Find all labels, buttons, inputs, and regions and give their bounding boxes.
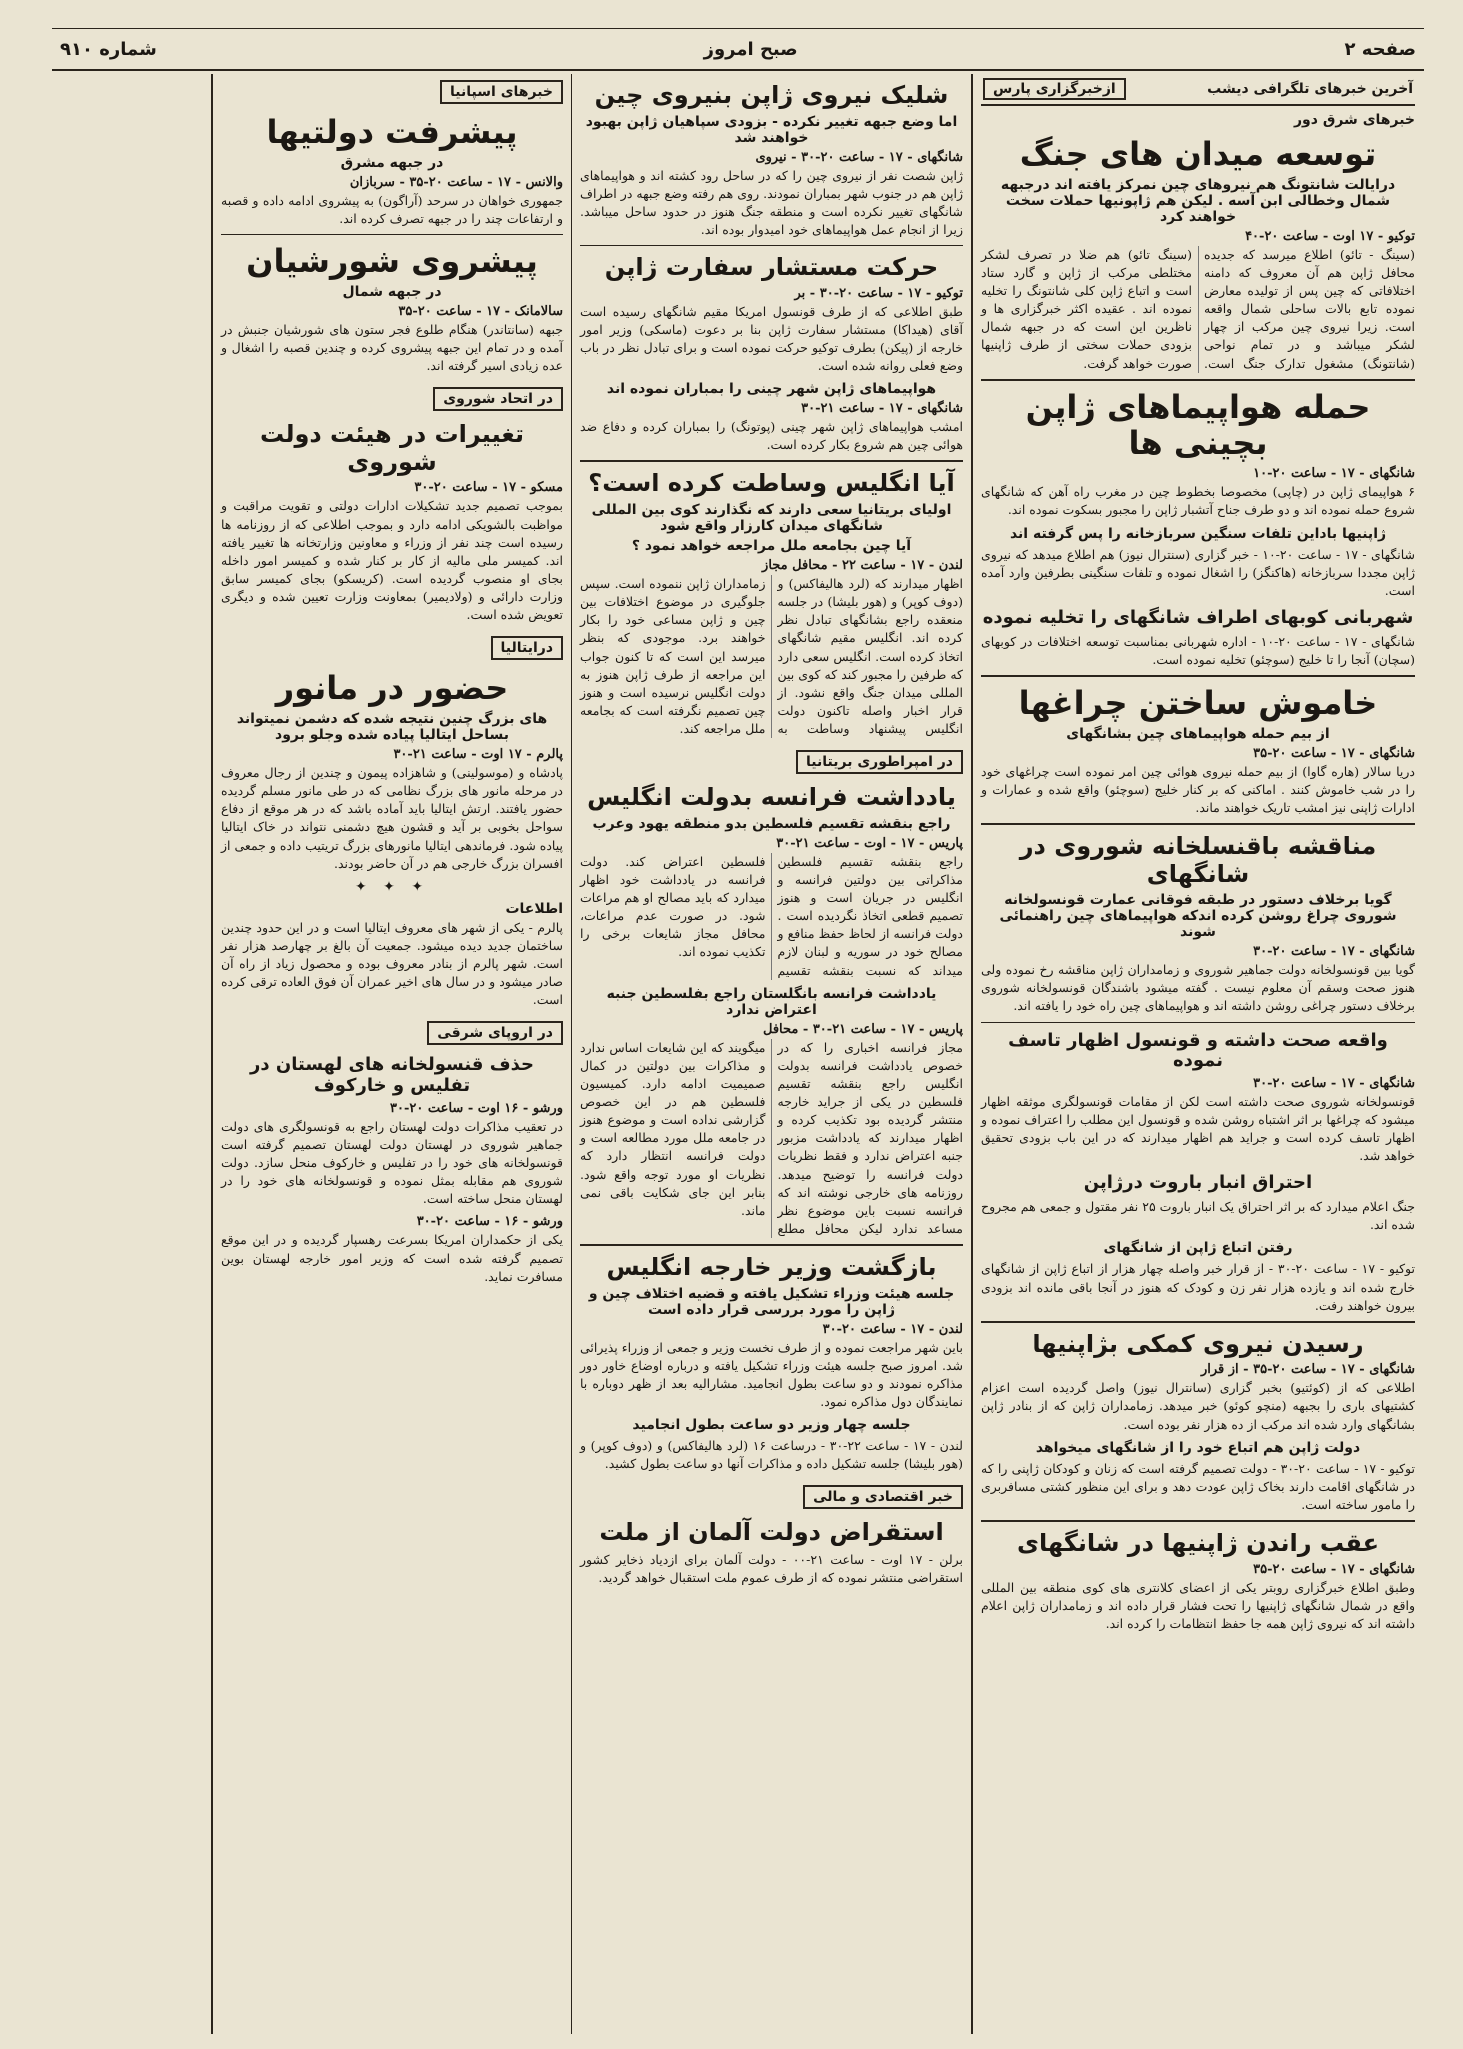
subhead-recall-nationals: دولت ژاپن هم اتباع خود را از شانگهای میخواهد bbox=[1035, 1439, 1361, 1456]
separator-ornament: ✦ ✦ ✦ bbox=[354, 878, 430, 895]
telegraph-strip bbox=[981, 74, 1415, 106]
article-body: جبهه (سانتاندر) هنگام طلوع فجر ستون های شورشیان جنبش در آمده و در تمام این جبهه پیشروی کرده و چندین قصبه را اشغال و عده زیادی اسیر گرفته اند. bbox=[221, 321, 563, 374]
article-body: توکیو - ۱۷ - ساعت ۲۰-۳۰ - دولت تصمیم گرفته است که زنان و کودکان ژاپنی را که در شانگهای اقامت دارند بخاک ژاپن عودت دهد و برای این منظور کشتی مسافربری را مامور ساخته است. bbox=[981, 1460, 1415, 1512]
dateline: شانگهای - ۱۷ - ساعت ۲۰-۳۵ bbox=[1253, 745, 1415, 761]
subhead: در جبهه مشرق bbox=[340, 154, 444, 171]
article-body: راجع بنقشه تقسیم فلسطین مذاکراتی بین دولتین فرانسه و انگلیس در جریان است و هنوز تصمیم قطعی اتخاذ نگردیده است . دولت فرانسه از لحاظ حفظ منافع و مصالح خود در سوریه و لبنان لازم میداند که نسبت بنقشه تقسیم فلسطین اعتراض کند. دولت فرانسه در یادداشت خود اظهار میدارد که باید مصالح او هم مراعات شود. در صورت عدم مراعات، محافل مجاز شایعات برخی را تکذیب نموده اند. bbox=[580, 853, 963, 978]
section-economy: خبر اقتصادی و مالی bbox=[803, 1485, 963, 1509]
article-body: (سینگ - تائو) اطلاع میرسد که جدیده محافل ژاپن هم آن معروف که دامنه اختلافاتی که چین پس از تولیده معارض نموده تابع بالات ساحلی شمال واقعه است. زیرا نیروی چین مرکب از چهار لشکر میباشد و در تمام نواحی (شانتونگ) مشغول تدارک جنگ است. (سینگ تائو) هم ضلا در تصرف لشکر مختلطی مرکب از ژاپن و گارد ستاد است و اتباع ژاپن کلی شانتونگ را تخلیه نموده اند . عقیده اکثر خبرگزاری ها و ناظرین این است که در جبهه شمال بزودی حملات سختی از طرف ژاپنیها صورت خواهد گرفت. bbox=[981, 246, 1415, 371]
dateline: توکیو - ۱۷ - ساعت ۲۰-۳۰ - بر bbox=[794, 285, 963, 301]
subhead: اولیای بریتانیا سعی دارند که نگذارند کوی بین المللی شانگهای میدان کارزار واقع شود bbox=[591, 502, 952, 535]
subhead: اما وضع جبهه تغییر نکرده - بزودی سپاهیان ژاپن بهبود خواهند شد bbox=[585, 113, 958, 146]
headline-japan-fires: شلیک نیروی ژاپن بنیروی چین bbox=[594, 81, 949, 109]
article-body: جنگ اعلام میدارد که بر اثر احتراق یک انبار باروت ۲۵ نفر مقتول و جمعی هم مجروح شده اند. bbox=[981, 1199, 1415, 1233]
dateline: ورشو - ۱۶ - ساعت ۲۰-۳۰ bbox=[416, 1214, 563, 1230]
headline-foreign-minister-return: بازگشت وزیر خارجه انگلیس bbox=[606, 1253, 937, 1281]
article-body: در تعقیب مذاکرات دولت لهستان راجع به قونسولگری های دولت جماهیر شوروی در لهستان دولت لهستان تصمیم گرفته است قونسولخانه های خود را در تفلیس و خارکوف منحل سازد. دولت شوروی هم مقابله بمثل نموده و قونسولخانه های خود را در لهستان منحل ساخته است. bbox=[221, 1118, 563, 1207]
subhead-info: اطلاعات bbox=[505, 900, 563, 917]
column-telegraph-news bbox=[971, 74, 1423, 2034]
dateline: پاریس - ۱۷ - اوت - ساعت ۲۱-۳۰ bbox=[776, 835, 963, 851]
dateline: مسکو - ۱۷ - ساعت ۲۰-۳۰ bbox=[414, 480, 563, 496]
article-body: توکیو - ۱۷ - ساعت ۲۰-۳۰ - از قرار خبر واصله چهار هزار از اتباع ژاپن از شانگهای خارج شده اند و یازده هزار نفر زن و کودک که هنوز در آنجا باقی مانده اند بزودی بیرون خواهند رفت. bbox=[981, 1261, 1415, 1313]
article-body: طبق اطلاعی که از طرف قونسول امریکا مقیم شانگهای رسیده است آقای (هیداکا) مستشار سفارت ژاپن بنا بر دعوت (ماسکی) وزیر امور خارجه از (پیکن) بطرف توکیو حرکت نموده است و برای تبادل نظر در باب وضع فعلی روانه شده است. bbox=[580, 303, 963, 374]
agency-label: ازخبرگزاری پارس bbox=[983, 78, 1126, 100]
article-body: پالرم - یکی از شهر های معروف ایتالیا است و در این حدود چندین ساختمان جدید دیده میشود. جمعیت آن بالغ بر چهارصد هزار نفر است. شهر پالرم از بنادر معروف بوده و محصول زیاد از راه آن صادر میشود و در سال های اخیر عمران آن فوق العاده ترقی کرده است. bbox=[221, 919, 563, 1008]
headline-air-attack: حمله هواپیماهای ژاپن بچینی ها bbox=[1025, 387, 1371, 463]
article-body: برلن - ۱۷ اوت - ساعت ۲۱-۰۰ - دولت آلمان برای ازدیاد ذخایر کشور استقراضی منتشر نموده که از طرف عموم ملت استقبال خواهد گردید. bbox=[580, 1551, 963, 1586]
article-body: امشب هواپیماهای ژاپن شهر چینی (پوتونگ) را بمباران کرده و دفاع ضد هوائی چین هم شروع بکار کرده است. bbox=[580, 419, 963, 453]
subhead-soviet-consulate: گویا برخلاف دستور در طبقه فوقانی عمارت قونسولخانه شوروی چراغ روشن کرده اندکه هواپیماهای چین راهنمائی شوند bbox=[999, 892, 1397, 941]
headline-war-expansion: توسعه میدان های جنگ bbox=[1019, 135, 1377, 173]
dateline: لندن - ۱۷ - ساعت ۲۲ - محافل مجاز bbox=[762, 558, 963, 574]
dateline: پالرم - ۱۷ اوت - ساعت ۲۱-۳۰ bbox=[393, 747, 563, 763]
section-eastern-europe: در اروپای شرقی bbox=[427, 1021, 563, 1045]
headline-french-note: یادداشت فرانسه بدولت انگلیس bbox=[587, 783, 956, 812]
article-body: شانگهای - ۱۷ - ساعت ۲۰-۱۰ - خبر گزاری (سنترال نیوز) هم اطلاع میدهد که نیروی ژاپن مجددا سربازخانه (هاکنگز) را اشغال نموده و تلفات سنگینی بطرفین وارد آمده است. bbox=[981, 546, 1415, 598]
section-british-empire: در امپراطوری بریتانیا bbox=[796, 750, 963, 774]
article-body: اظهار میدارند که (لرد هالیفاکس) و (دوف کوپر) و (هور بلیشا) در جلسه منعقده راجع بشانگهای تبادل نظر کرده اند. انگلیس مقیم شانگهای اتخاذ کرده است. انگلیس سعی دارد که طرفین را مجبور کند که کوی بین المللی میدان جنگ واقع نشود. از قرار اخبار واصله تاکنون دولت انگلیس پیشنهاد وساطت به زمامداران ژاپن ننموده است. سپس جلوگیری در موضوع اختلافات بین چین و ژاپن مساعی خود را بکار خواهند برد. موجودی که بنظر میرسد این است که تا کنون جواب این مراجعه از طرف ژاپن هنوز به دولت انگلیس نرسیده است و هنوز چین تصمیم نگرفته است که بجامعه ملل مراجعه کند. bbox=[580, 576, 963, 737]
subhead: آیا چین بجامعه ملل مراجعه خواهد نمود ؟ bbox=[631, 538, 912, 555]
subhead: هواپیماهای ژاپن شهر چینی را بمباران نموده اند bbox=[606, 381, 937, 398]
page-label: صفحه ۲ bbox=[1344, 38, 1416, 60]
article-body: گویا بین قونسولخانه دولت جماهیر شوروی و زمامداران ژاپن مناقشه رخ نموده ولی هنوز صحت وسقم آن معلوم نیست . گفته میشود باشندگان قونسولخانه شوروی برخلاف دستور چراغی روشن داشته اند و هواپیماهای چین راه خود را یافته اند. bbox=[981, 962, 1415, 1014]
dateline: والانس - ۱۷ - ساعت ۲۰-۳۵ - سربازان bbox=[349, 174, 563, 190]
headline-government-advance: پیشرفت دولتیها bbox=[266, 113, 518, 151]
subhead: جلسه هیئت وزراء تشکیل یافته و قضیه اختلاف چین و ژاپن را مورد بررسی قرار داده است bbox=[588, 1285, 955, 1318]
headline-german-loan: استقراض دولت آلمان از ملت bbox=[599, 1518, 944, 1547]
subhead: جلسه چهار وزیر دو ساعت بطول انجامید bbox=[632, 1417, 911, 1434]
article-body: جمهوری خواهان در سرحد (آراگون) به پیشروی ادامه داده و قصبه و ارتفاعات چند را در جبهه تصرف کرده اند. bbox=[221, 192, 563, 226]
dateline: شانگهای - ۱۷ - ساعت ۲۰-۳۰ bbox=[1253, 1075, 1415, 1091]
headline-embassy-counselor: حرکت مستشار سفارت ژاپن bbox=[604, 253, 939, 282]
subhead-war-expansion: درایالت شانتونگ هم نیروهای چین نمرکز یافته اند درجبهه شمال وخطالی ابن آسه . لیکن هم ژاپونیها حملات سخت خواهند کرد bbox=[1000, 176, 1396, 225]
headline-police-evacuation: شهربانی کوبهای اطراف شانگهای را تخلیه نموده bbox=[982, 606, 1414, 628]
subhead: در جبهه شمال bbox=[342, 283, 442, 300]
article-body: یکی از حکمداران امریکا بسرعت رهسپار گردیده و در این موقع تصمیم گرفته شده است که وزیر امور خارجه لهستان بوین مسافرت نماید. bbox=[221, 1232, 563, 1284]
headline-soviet-consulate: مناقشه باقنسلخانه شوروی در شانگهای bbox=[1019, 832, 1377, 888]
section-spain: خبرهای اسپانیا bbox=[440, 80, 563, 104]
article-body: ژاپن شصت نفر از نیروی چین را که در ساحل رود کشته اند و هواپیماهای ژاپن هم در جنوب شهر بمباران نمودند. روی هم رفته وضع جبهه در اطراف شانگهای تغییر نکرده است و منطقه جنگ هنوز در حدود ساحل میباشد. زیرا از انجام عمل هواپیماهای خود امیدوار بوده اند. bbox=[580, 167, 963, 237]
paper-name: صبح امروز bbox=[703, 38, 798, 60]
column-international bbox=[571, 74, 971, 2034]
article-body: بموجب تصمیم جدید تشکیلات ادارات دولتی و تقویت مراقبت و مواظبت بالشویکی ادامه دارد و بموجب اطلاعی که از روزنامه ها رسیده است چند نفر از وزراء و معاونین وزارتخانه ها تغییر یافته اند. کمیسر ملی مالیه از کار بر کنار شده و کمیسر امور داخله بجای او منصوب گردیده است. (کریسکو) بجای کمیسر سابق وزارت دارائی و (ولادیمیر) بمعاونت وزارت تعیین شده و دیگری تعویض شده است. bbox=[221, 498, 563, 623]
issue-number: شماره ۹۱۰ bbox=[60, 38, 157, 60]
headline-depot-fire: احتراق انبار باروت درژاپن bbox=[1083, 1172, 1313, 1194]
headline-japanese-pushed-back: عقب راندن ژاپنیها در شانگهای bbox=[1017, 1529, 1379, 1558]
article-body: اطلاعی که از (کوئتیو) بخبر گزاری (سانترال نیوز) واصل گردیده است اعزام کشتیهای باری را بجبهه (منچو کوئو) خبر میدهد. زمامداران ژاپن که از بنادر ژاپن بشانگهای وارد شده اند مرکب از ده هزار نفر بوده است. bbox=[981, 1380, 1415, 1432]
headline-rebel-advance: پیشروی شورشیان bbox=[246, 242, 538, 281]
headline-reinforcements: رسیدن نیروی کمکی بژاپنیها bbox=[1032, 1329, 1364, 1358]
article-body: پادشاه و (موسولینی) و شاهزاده پیمون و چندین از رجال معروف در مرحله مانور های بزرگ نظامی که در طی مانور مسلم گردیده حضور یافتند. ارتش ایتالیا باید آماده باشد که در هر موقع از دفاع سواحل بخوبی بر آید و قشون هیچ دشمنی نتواند در خاک ایتالیا پیاده شود. فرماندهی ایتالیا مانورهای بزرگ تریتیب داده و جمعی از افسران بزرگ خارجی هم در آن حاضر بودند. bbox=[221, 765, 563, 871]
dateline: شانگهای - ۱۷ - ساعت ۲۰-۳۰ - نیروی bbox=[755, 149, 963, 165]
dateline: شانگهای - ۱۷ - ساعت ۲۱-۳۰ bbox=[801, 401, 963, 417]
dateline: شانگهای - ۱۷ - ساعت ۲۰-۳۵ bbox=[1253, 1561, 1415, 1577]
headline-british-mediation: آیا انگلیس وساطت کرده است؟ bbox=[588, 469, 955, 498]
subhead-blackout: از بیم حمله هواپیماهای چین بشانگهای bbox=[1066, 725, 1330, 742]
article-body: باین شهر مراجعت نموده و از طرف نخست وزیر و جمعی از وزراء پذیرائی شد. امروز صبح جلسه هیئت وزراء تشکیل یافته و درباره اوضاع خاور دور مذاکره نمودند و دو ساعت بطول انجامید. مشارالیه بعد از ظهر دوباره با نمایندگان دول مذاکره نمود. bbox=[580, 1339, 963, 1409]
column-europe bbox=[211, 74, 571, 2034]
article-body: ۶ هواپیمای ژاپن در (چاپی) مخصوصا بخطوط چین در مغرب راه آهن که شانگهای شروع حمله نموده اند و دو طرف جناح آتشبار ژاپن را مجبور بسکوت نموده اند. bbox=[981, 484, 1415, 518]
section-far-east: خبرهای شرق دور bbox=[1294, 112, 1415, 128]
dateline: شانگهای - ۱۷ - ساعت ۲۰-۳۰ bbox=[1253, 944, 1415, 960]
article-body: شانگهای - ۱۷ - ساعت ۲۰-۱۰ - اداره شهربانی بمناسبت توسعه اختلافات در کوبهای (سچان) آنجا را تا خلیج (سوچئو) تخلیه نموده است. bbox=[981, 633, 1415, 667]
subhead: یادداشت فرانسه بانگلستان راجع بفلسطین جنبه اعتراض ندارد bbox=[606, 985, 937, 1018]
article-body: لندن - ۱۷ - ساعت ۲۲-۳۰ - درساعت ۱۶ (لرد هالیفاکس) و (دوف کوپر) و (هور بلیشا) جلسه تشکیل داده و مذاکرات آنها دو ساعت بطول کشید. bbox=[580, 1438, 963, 1472]
dateline: سالامانک - ۱۷ - ساعت ۲۰-۳۵ bbox=[398, 303, 563, 319]
section-italy: درایتالیا bbox=[491, 636, 564, 660]
dateline: توکیو - ۱۷ اوت - ساعت ۲۰-۴۰ bbox=[1245, 228, 1415, 244]
dateline: ورشو - ۱۶ اوت - ساعت ۲۰-۳۰ bbox=[390, 1100, 563, 1116]
subhead-barracks: ژاپنیها باداین تلفات سنگین سربازخانه را پس گرفته اند bbox=[1009, 525, 1387, 542]
article-body: وطبق اطلاع خبرگزاری روبتر یکی از اعضای کلانتری های کوی منطقه بین المللی واقع در شمال شانگهای ژاپنیها را تحت فشار قرار داده اند و زمامداران ژاپن اعلام داشته اند که نیروی ژاپن همه جا حفظ انتظامات را کرده اند. bbox=[981, 1579, 1415, 1631]
dateline: شانگهای - ۱۷ - ساعت ۲۰-۳۵ - از قرار bbox=[1200, 1362, 1415, 1378]
strip-title: آخرین خبرهای تلگرافی دیشب bbox=[1207, 81, 1413, 97]
dateline: لندن - ۱۷ - ساعت ۲۰-۳۰ bbox=[822, 1321, 963, 1337]
subhead-nationals-leaving: رفتن اتباع ژاپن از شانگهای bbox=[1103, 1240, 1293, 1257]
headline-consul-regret: واقعه صحت داشته و قونسول اظهار تاسف نموده bbox=[1008, 1029, 1388, 1072]
dateline: شانگهای - ۱۷ - ساعت ۲۰-۱۰ bbox=[1253, 466, 1415, 482]
section-soviet-union: در اتحاد شوروی bbox=[433, 387, 563, 411]
subhead: راجع بنقشه تقسیم فلسطین بدو منطقه یهود وعرب bbox=[592, 815, 951, 832]
subhead: های بزرگ چنین نتیجه شده که دشمن نمیتواند بساحل ایتالیا پیاده شده وجلو برود bbox=[236, 711, 548, 744]
dateline: پاریس - ۱۷ - ساعت ۲۱-۳۰ - محافل bbox=[763, 1021, 963, 1037]
article-body: دریا سالار (هاره گاوا) از بیم حمله نیروی هوائی چین امر نموده است چراغهای خود را در شب خاموش کنند . اماکنی که بر کنار خلیج (سوچئو) واقع شده و عمارات و ادارات ژاپنی نیز امشب تاریک خواهند ماند. bbox=[981, 763, 1415, 815]
article-body: مجاز فرانسه اخباری را که در خصوص یادداشت فرانسه بدولت انگلیس راجع بنقشه تقسیم فلسطین در یکی از جراید خارجه منتشر گردیده بود تکذیب کرده و اظهار میدارند که یادداشت مزبور جنبه اعتراض ندارد و فقط نظریات دولت فرانسه را توضیح میدهد. روزنامه های خارجی نوشته اند که فرانسه نسبت باین موضوع نظر مساعد ندارد لیکن محافل مطلع میگویند که این شایعات اساس ندارد و مذاکرات بین دولتین در کمال صمیمیت ادامه دارد. کمیسیون فلسطین هم در این خصوص گزارشی نداده است و موضوع هنوز در جامعه ملل مورد مطالعه است و دولت فرانسه انتظار دارد که نظریات او مورد توجه واقع شود. بنابر این جای شکایت باقی نمی ماند. bbox=[580, 1039, 963, 1236]
article-body: قونسولخانه شوروی صحت داشته است لکن از مقامات قونسولگری موثقه اظهار میشود که چراغها بر اثر اشتباه روشن شده و قونسول این مطلب را اعتراف نموده و اظهار تاسف کرده است و جراید هم اظهار میدارند که در این باب بزودی تحقیق خواهد شد. bbox=[981, 1093, 1415, 1164]
masthead bbox=[52, 28, 1424, 71]
headline-maneuvers: حضور در مانور bbox=[275, 669, 509, 708]
headline-blackout: خاموش ساختن چراغها bbox=[1018, 683, 1378, 722]
headline-polish-consulates: حذف قنسولخانه های لهستان در تفلیس و خارکوف bbox=[249, 1054, 534, 1097]
headline-soviet-cabinet: تغییرات در هیئت دولت شوروی bbox=[260, 420, 524, 476]
